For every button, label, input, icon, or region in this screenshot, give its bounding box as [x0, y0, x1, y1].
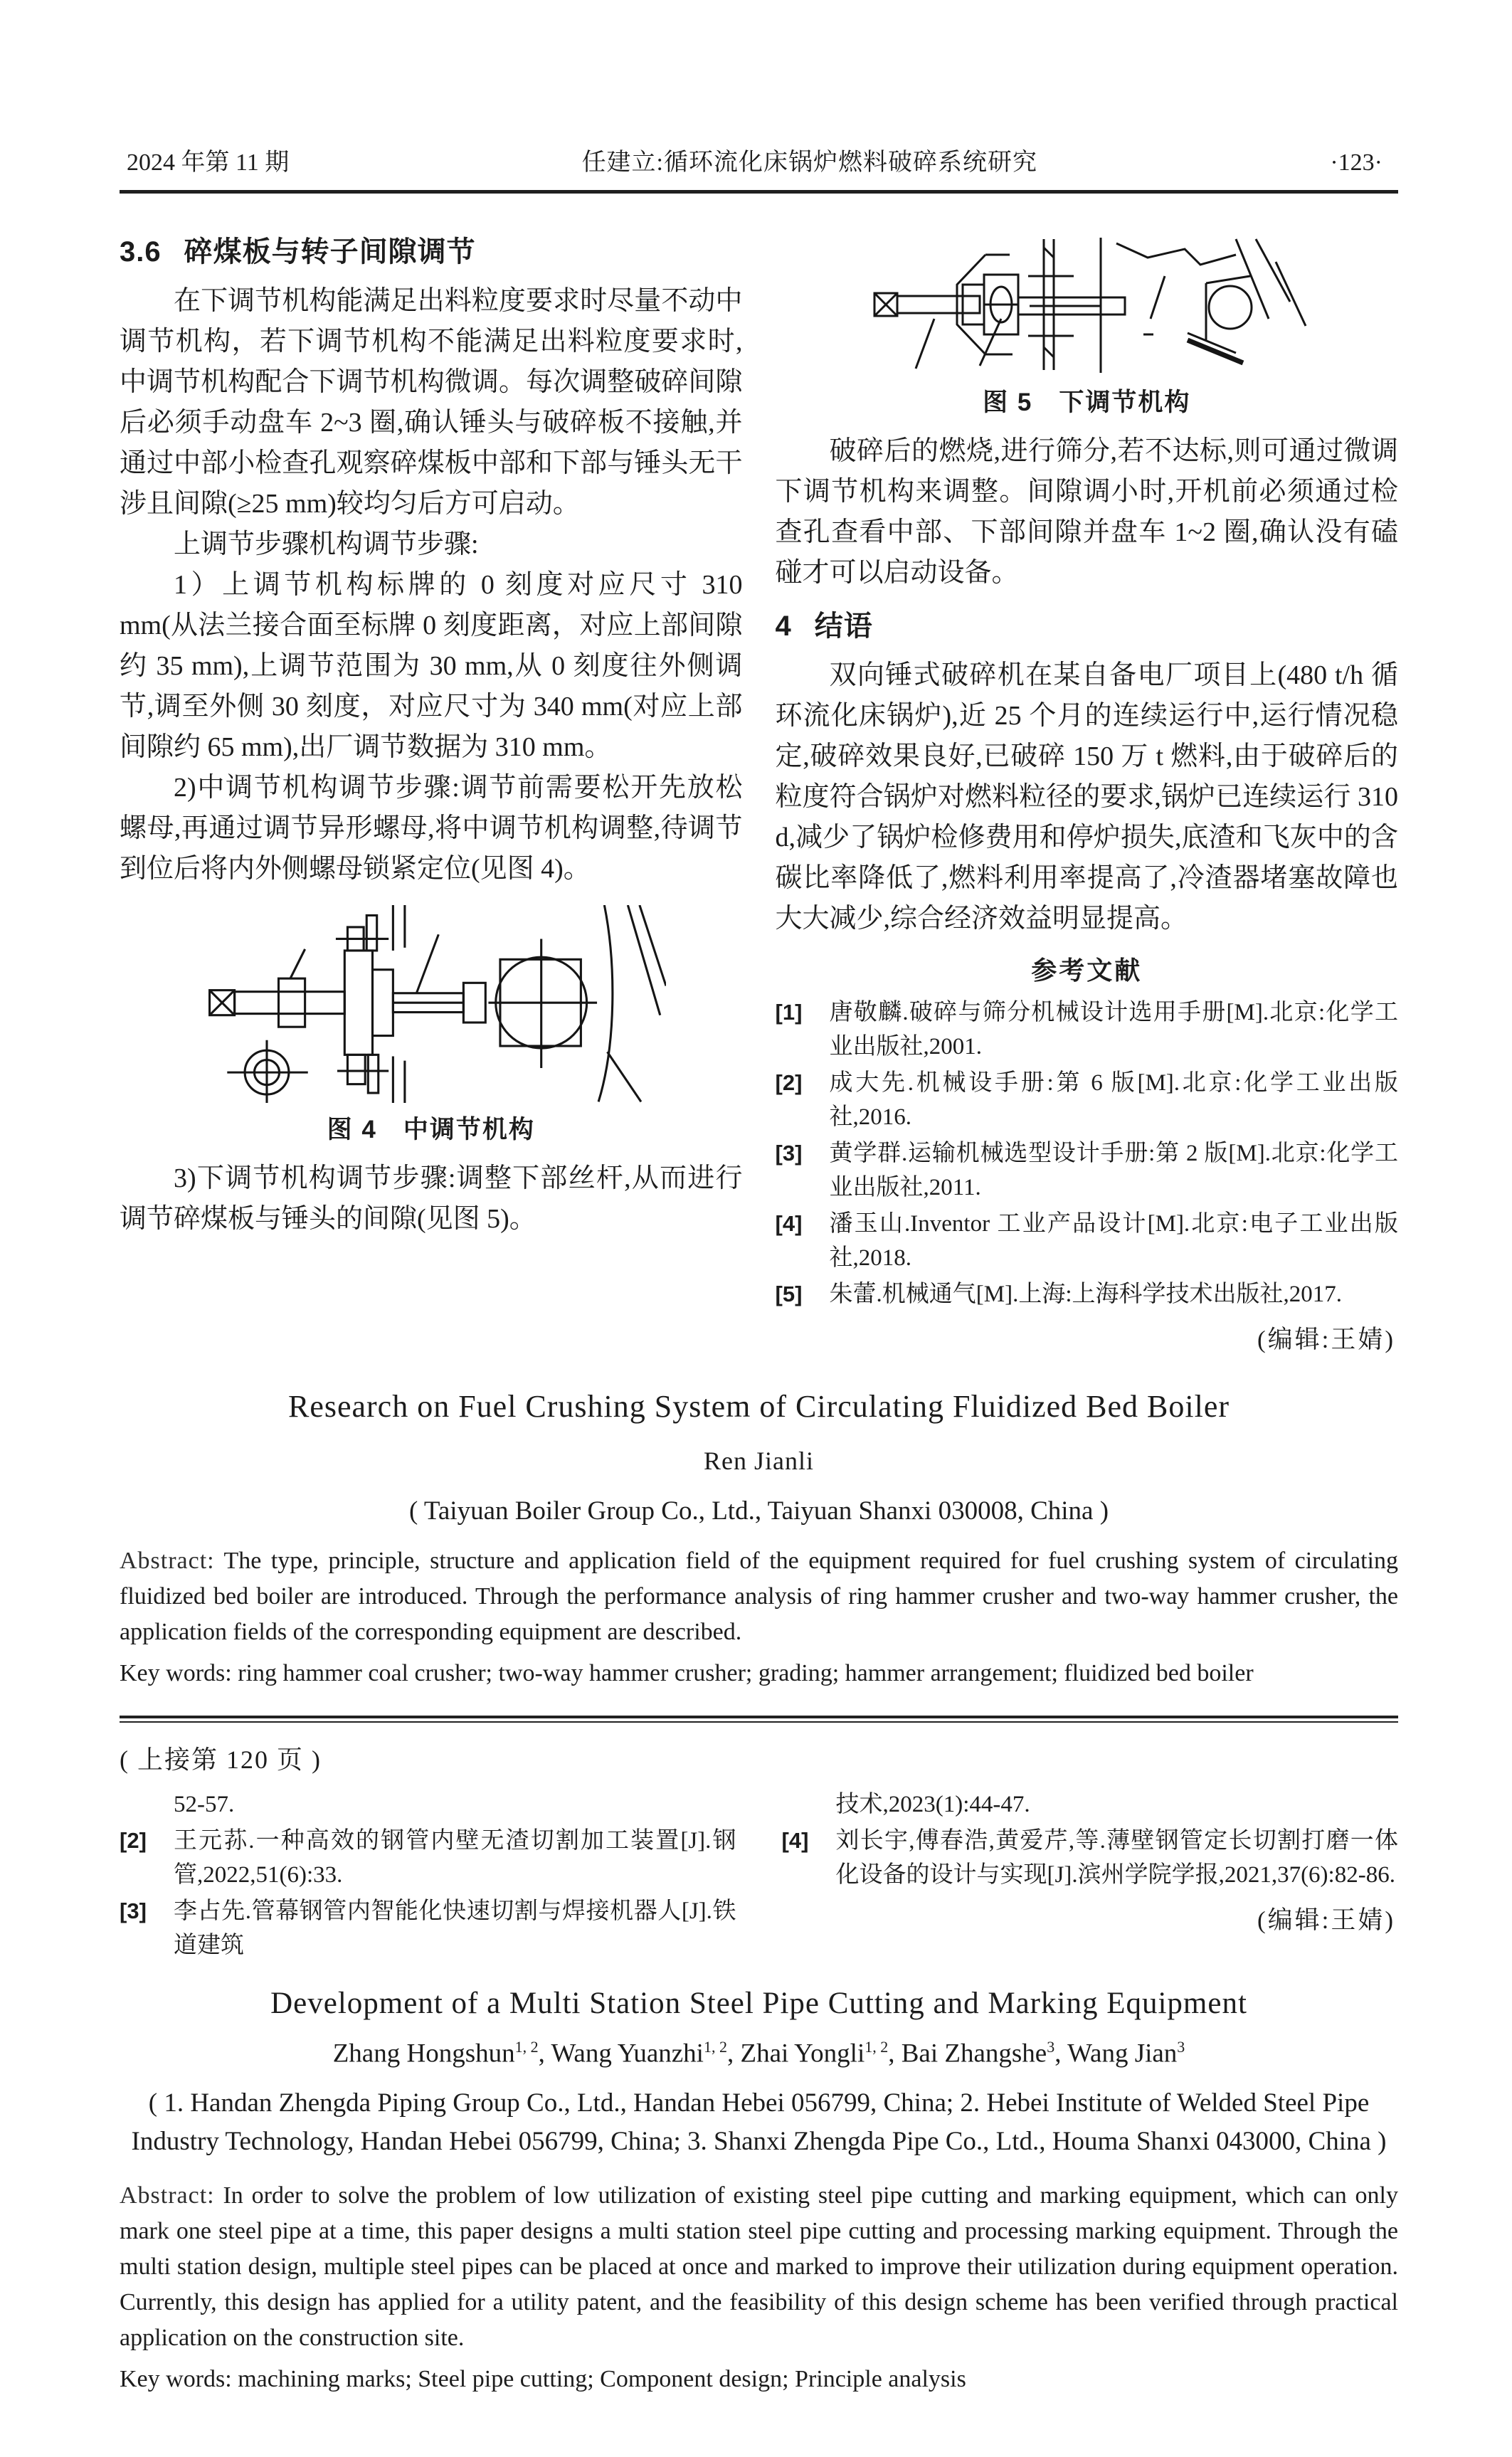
- section-4-number: 4: [775, 611, 792, 642]
- reference-item: [120, 1894, 736, 1962]
- reference-number: [782, 1787, 836, 1822]
- reference-number: [4]: [775, 1211, 803, 1236]
- reference-text: 王元荪.一种高效的钢管内壁无渣切割加工装置[J].钢管,2022,51(6):33.: [174, 1828, 736, 1888]
- english-affiliation-2: ( 1. Handan Zhengda Piping Group Co., Ltd., Handan Hebei 056799, China; 2. Hebei Institute of Welded Steel Pipe Industry Technology, Handan Hebei 056799, China; 3. Shanxi Zhengda Pipe Co., Ltd., Houma Shanxi 043000, China ): [131, 2088, 1387, 2157]
- references-heading: 参考文献: [1031, 956, 1143, 985]
- paragraph: 破碎后的燃烧,进行筛分,若不达标,则可通过微调下调节机构来调整。间隙调小时,开机前必须通过检查孔查看中部、下部间隙并盘车 1~2 圈,确认没有磕碰才可以启动设备。: [775, 436, 1398, 588]
- reference-number: [3]: [120, 1898, 147, 1923]
- keywords-label: Key words:: [120, 1660, 232, 1686]
- reference-text: 黄学群.运输机械选型设计手册:第 2 版[M].北京:化学工业出版社,2011.: [829, 1141, 1398, 1200]
- reference-number: [120, 1787, 174, 1822]
- english-affiliation-1: ( Taiyuan Boiler Group Co., Ltd., Taiyuan Shanxi 030008, China ): [408, 1496, 1109, 1526]
- english-abstract-2: [120, 2178, 1398, 2356]
- english-keywords-1: [120, 1656, 1398, 1691]
- page-header: [120, 142, 1398, 177]
- reference-item: [782, 1787, 1399, 1822]
- header-issue: 2024 年第 11 期: [127, 149, 290, 176]
- header-rule: [120, 190, 1398, 194]
- keywords-label: Key words:: [120, 2366, 232, 2393]
- continued-references-columns: [120, 1787, 1398, 1965]
- section-4-heading: [776, 603, 1399, 644]
- section-4-title: 结语: [814, 611, 873, 642]
- abstract-label: Abstract:: [120, 1548, 215, 1574]
- reference-text: 潘玉山.Inventor 工业产品设计[M].北京:电子工业出版社,2018.: [829, 1211, 1398, 1271]
- section-3-6-title: 碎煤板与转子间隙调节: [184, 236, 476, 268]
- continued-from-note: ( 上接第 120 页 ): [120, 1745, 322, 1774]
- paragraph: 2)中调节机构调节步骤:调节前需要松开先放松螺母,再通过调节异形螺母,将中调节机构调整,待调节到位后将内外侧螺母锁紧定位(见图 4)。: [120, 773, 743, 884]
- english-author-1: Ren Jianli: [704, 1447, 814, 1475]
- body-columns: [120, 229, 1398, 1356]
- english-abstract-section-1: [120, 1388, 1398, 1691]
- abstract-label: Abstract:: [120, 2182, 215, 2209]
- reference-number: [4]: [781, 1828, 809, 1853]
- keywords-text: ring hammer coal crusher; two-way hammer crusher; grading; hammer arrangement; fluidized bed boiler: [238, 1660, 1254, 1686]
- reference-item: [120, 1824, 736, 1892]
- english-title-1: Research on Fuel Crushing System of Circulating Fluidized Bed Boiler: [287, 1389, 1230, 1424]
- reference-number: [5]: [775, 1282, 803, 1306]
- reference-item: [776, 1277, 1399, 1311]
- reference-number: [2]: [120, 1828, 147, 1853]
- reference-item: [776, 1207, 1399, 1275]
- figure-4-drawing: [196, 905, 666, 1103]
- figure-4: [120, 905, 743, 1146]
- reference-text: 刘长宇,傅春浩,黄爱芹,等.薄壁钢管定长切割打磨一体化设备的设计与实现[J].滨州学院学报,2021,37(6):82-86.: [835, 1828, 1398, 1888]
- reference-item: [120, 1787, 736, 1822]
- reference-item: [776, 1136, 1399, 1205]
- left-column: [120, 229, 743, 1356]
- figure-4-caption: 图 4 中调节机构: [327, 1116, 535, 1144]
- abstract-text: The type, principle, structure and application field of the equipment required for fuel crushing system of circulating fluidized bed boiler are introduced. Through the performance analysis of ring hammer crusher and two-way hammer crusher, the application fields of the corresponding equipment are described.: [120, 1548, 1398, 1645]
- reference-text: 技术,2023(1):44-47.: [835, 1792, 1030, 1817]
- header-page-number: ·123·: [1330, 149, 1383, 176]
- paragraph: 1）上调节机构标牌的 0 刻度对应尺寸 310 mm(从法兰接合面至标牌 0 刻度距离，对应上部间隙约 35 mm),上调节范围为 30 mm,从 0 刻度往外侧调节,调至外侧 30 刻度，对应尺寸为 340 mm(对应上部间隙约 65 mm),出厂调节数据为 310 mm。: [120, 570, 743, 762]
- reference-text: 李占先.管幕钢管内智能化快速切割与焊接机器人[J].铁道建筑: [174, 1898, 736, 1958]
- section-3-6-number: 3.6: [120, 236, 162, 268]
- header-running-title: 任建立:循环流化床锅炉燃料破碎系统研究: [581, 149, 1038, 176]
- section-3-6-heading: [120, 229, 743, 270]
- eng2-authors-line: Zhang Hongshun$^{1, 2}$, Wang Yuanzhi$^{1, 2}$, Zhai Yongli$^{1, 2}$, Bai Zhangshe$^3$, Wang Jian$^3$: [332, 2038, 1185, 2068]
- abstract-text: In order to solve the problem of low utilization of existing steel pipe cutting and marking equipment, which can only mark one steel pipe at a time, this paper designs a multi station steel pipe cutting and processing marking equipment. Through the multi station design, multiple steel pipes can be placed at once and marked to improve their utilization during equipment operation. Currently, this design has applied for a utility patent, and the feasibility of this design scheme has been verified through practical application on the construction site.: [120, 2182, 1398, 2352]
- editor-credit: (编辑:王婧): [1257, 1326, 1395, 1353]
- english-abstract-section-2: [120, 1986, 1398, 2397]
- reference-item: [782, 1824, 1399, 1892]
- reference-text: 唐敬麟.破碎与筛分机械设计选用手册[M].北京:化学工业出版社,2001.: [829, 1000, 1398, 1060]
- reference-text: 52-57.: [174, 1792, 235, 1817]
- reference-number: [2]: [775, 1070, 803, 1095]
- paragraph: 上调节步骤机构调节步骤:: [174, 529, 479, 559]
- keywords-text: machining marks; Steel pipe cutting; Component design; Principle analysis: [238, 2366, 966, 2393]
- editor-credit: (编辑:王婧): [1257, 1906, 1395, 1934]
- reference-item: [776, 1066, 1399, 1134]
- paragraph: 双向锤式破碎机在某自备电厂项目上(480 t/h 循环流化床锅炉),近 25 个月的连续运行中,运行情况稳定,破碎效果良好,已破碎 150 万 t 燃料,由于破碎后的粒度符合锅炉对燃料粒径的要求,锅炉已连续运行 310 d,减少了锅炉检修费用和停炉损失,底渣和飞灰中的含碳比率降低了,燃料利用率提高了,冷渣器堵塞故障也大大减少,综合经济效益明显提高。: [775, 660, 1398, 934]
- reference-text: 成大先.机械设手册:第 6 版[M].北京:化学工业出版社,2016.: [829, 1070, 1398, 1130]
- english-keywords-2: [120, 2362, 1398, 2397]
- paragraph: 3)下调节机构调节步骤:调整下部丝杆,从而进行调节碎煤板与锤头的间隙(见图 5)。: [120, 1163, 743, 1235]
- reference-number: [1]: [775, 1000, 803, 1025]
- continued-refs-right: [782, 1787, 1399, 1965]
- section-divider-rule: [120, 1716, 1398, 1723]
- figure-5-drawing: [866, 233, 1307, 376]
- paragraph: 在下调节机构能满足出料粒度要求时尽量不动中调节机构，若下调节机构不能满足出料粒度要求时,中调节机构配合下调节机构微调。每次调整破碎间隙后必须手动盘车 2~3 圈,确认锤头与破碎板不接触,并通过中部小检查孔观察碎煤板中部和下部与锤头无干涉且间隙(≥25 mm)较均匀后方可启动。: [120, 286, 743, 519]
- reference-item: [776, 995, 1399, 1064]
- english-abstract-1: [120, 1543, 1398, 1650]
- reference-text: 朱蕾.机械通气[M].上海:上海科学技术出版社,2017.: [829, 1282, 1342, 1307]
- figure-5: [776, 233, 1399, 418]
- figure-5-caption: 图 5 下调节机构: [983, 389, 1191, 416]
- continued-refs-left: [120, 1787, 736, 1965]
- right-column: [776, 229, 1399, 1356]
- english-title-2: Development of a Multi Station Steel Pipe Cutting and Marking Equipment: [270, 1987, 1247, 2020]
- reference-number: [3]: [775, 1141, 803, 1166]
